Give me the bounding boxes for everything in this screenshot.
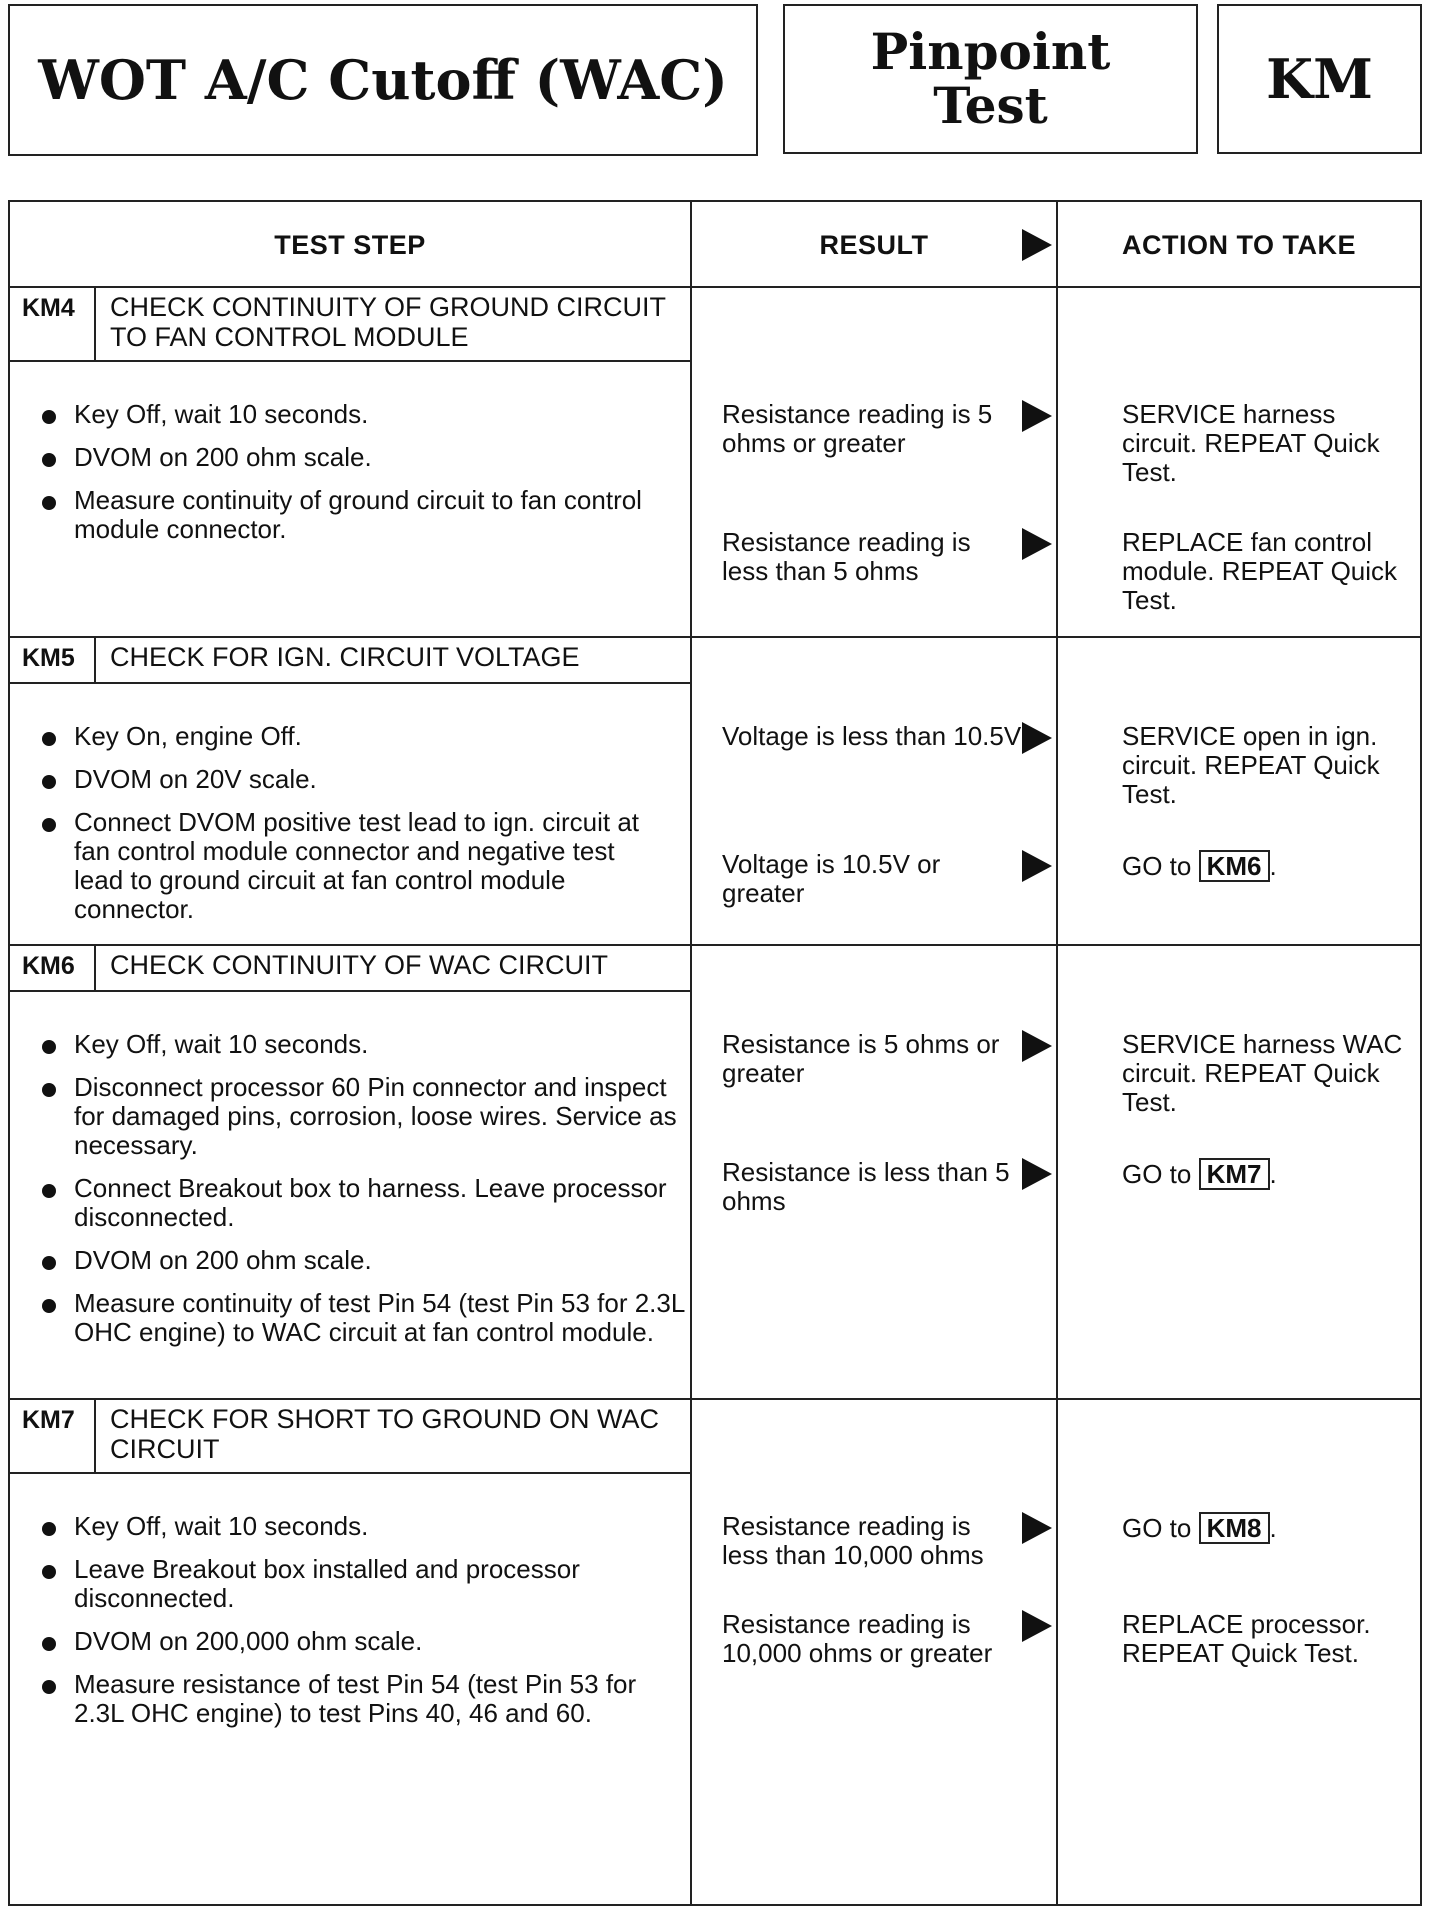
test-type-line2: Test xyxy=(933,76,1048,135)
action-item: SERVICE harness WAC circuit. REPEAT Quick Test. xyxy=(1122,1029,1403,1117)
action-item: SERVICE open in ign. circuit. REPEAT Quick Test. xyxy=(1122,721,1380,809)
test-type-line1: Pinpoint xyxy=(870,22,1111,81)
list-item: Key Off, wait 10 seconds. xyxy=(38,1512,688,1541)
step-header-km6 xyxy=(10,946,690,992)
arrow-icon xyxy=(1022,528,1052,560)
step-instructions-km6 xyxy=(38,1030,688,1361)
test-code-box xyxy=(1217,4,1422,154)
list-item: Key Off, wait 10 seconds. xyxy=(38,1030,688,1059)
step-code: KM6 xyxy=(10,946,96,992)
arrow-icon xyxy=(1022,400,1052,432)
list-item: Connect DVOM positive test lead to ign. circuit at fan control module connector and negative test lead to ground circuit at fan control module connector. xyxy=(38,808,648,924)
result-item: Resistance reading is 5 ohms or greater xyxy=(722,400,1022,458)
procedure-title xyxy=(8,4,758,156)
procedure-title-text: WOT A/C Cutoff (WAC) xyxy=(38,48,728,112)
step-reference[interactable]: KM6 xyxy=(1199,850,1270,882)
test-code: KM xyxy=(1266,47,1373,111)
step-code: KM4 xyxy=(10,288,96,362)
action-item: GO to KM7 . xyxy=(1122,1159,1277,1189)
arrow-icon xyxy=(1022,1158,1052,1190)
step-instructions-km5 xyxy=(38,722,688,938)
list-item: DVOM on 200,000 ohm scale. xyxy=(38,1627,688,1656)
list-item: DVOM on 200 ohm scale. xyxy=(38,1246,688,1275)
result-item: Resistance is less than 5 ohms xyxy=(722,1158,1022,1216)
list-item: DVOM on 20V scale. xyxy=(38,765,688,794)
column-divider xyxy=(690,202,692,1904)
action-item: REPLACE processor. REPEAT Quick Test. xyxy=(1122,1609,1371,1668)
result-item: Resistance reading is 10,000 ohms or greater xyxy=(722,1610,1022,1668)
step-instructions-km7 xyxy=(38,1512,688,1742)
header-result-label: RESULT xyxy=(819,229,929,260)
action-item: SERVICE harness circuit. REPEAT Quick Test. xyxy=(1122,399,1380,487)
arrow-icon xyxy=(1022,229,1052,261)
step-header-km7 xyxy=(10,1400,690,1474)
arrow-icon xyxy=(1022,850,1052,882)
arrow-icon xyxy=(1022,1030,1052,1062)
list-item: Key On, engine Off. xyxy=(38,722,688,751)
step-title: CHECK CONTINUITY OF GROUND CIRCUIT TO FAN CONTROL MODULE xyxy=(110,292,666,352)
step-title: CHECK FOR IGN. CIRCUIT VOLTAGE xyxy=(110,642,580,672)
arrow-icon xyxy=(1022,1610,1052,1642)
result-item: Resistance reading is less than 10,000 ohms xyxy=(722,1512,1022,1570)
step-header-km4 xyxy=(10,288,690,362)
list-item: DVOM on 200 ohm scale. xyxy=(38,443,688,472)
test-table xyxy=(8,200,1422,1906)
arrow-icon xyxy=(1022,1512,1052,1544)
action-item: REPLACE fan control module. REPEAT Quick Test. xyxy=(1122,527,1398,615)
header-result xyxy=(692,202,1056,288)
test-type-box xyxy=(783,4,1198,154)
list-item: Measure resistance of test Pin 54 (test Pin 53 for 2.3L OHC engine) to test Pins 40, 46 and 60. xyxy=(38,1670,688,1728)
result-item: Voltage is less than 10.5V xyxy=(722,722,1022,751)
result-item: Voltage is 10.5V or greater xyxy=(722,850,1022,908)
list-item: Measure continuity of test Pin 54 (test Pin 53 for 2.3L OHC engine) to WAC circuit at fan control module. xyxy=(38,1289,688,1347)
step-instructions-km4 xyxy=(38,400,688,558)
list-item: Measure continuity of ground circuit to fan control module connector. xyxy=(38,486,688,544)
list-item: Leave Breakout box installed and processor disconnected. xyxy=(38,1555,688,1613)
result-item: Resistance is 5 ohms or greater xyxy=(722,1030,1022,1088)
column-divider xyxy=(1056,202,1058,1904)
step-code: KM5 xyxy=(10,638,96,684)
step-title: CHECK FOR SHORT TO GROUND ON WAC CIRCUIT xyxy=(110,1404,660,1464)
list-item: Disconnect processor 60 Pin connector and inspect for damaged pins, corrosion, loose wires. Service as necessary. xyxy=(38,1073,688,1160)
action-item: GO to KM8 . xyxy=(1122,1513,1277,1543)
step-title: CHECK CONTINUITY OF WAC CIRCUIT xyxy=(110,950,608,980)
header-test-step: TEST STEP xyxy=(274,229,426,260)
list-item: Connect Breakout box to harness. Leave processor disconnected. xyxy=(38,1174,688,1232)
header-action: ACTION TO TAKE xyxy=(1122,229,1356,260)
step-code: KM7 xyxy=(10,1400,96,1474)
result-item: Resistance reading is less than 5 ohms xyxy=(722,528,1022,586)
step-header-km5 xyxy=(10,638,690,684)
step-reference[interactable]: KM8 xyxy=(1199,1512,1270,1544)
step-reference[interactable]: KM7 xyxy=(1199,1158,1270,1190)
arrow-icon xyxy=(1022,722,1052,754)
action-item: GO to KM6 . xyxy=(1122,851,1277,881)
list-item: Key Off, wait 10 seconds. xyxy=(38,400,688,429)
